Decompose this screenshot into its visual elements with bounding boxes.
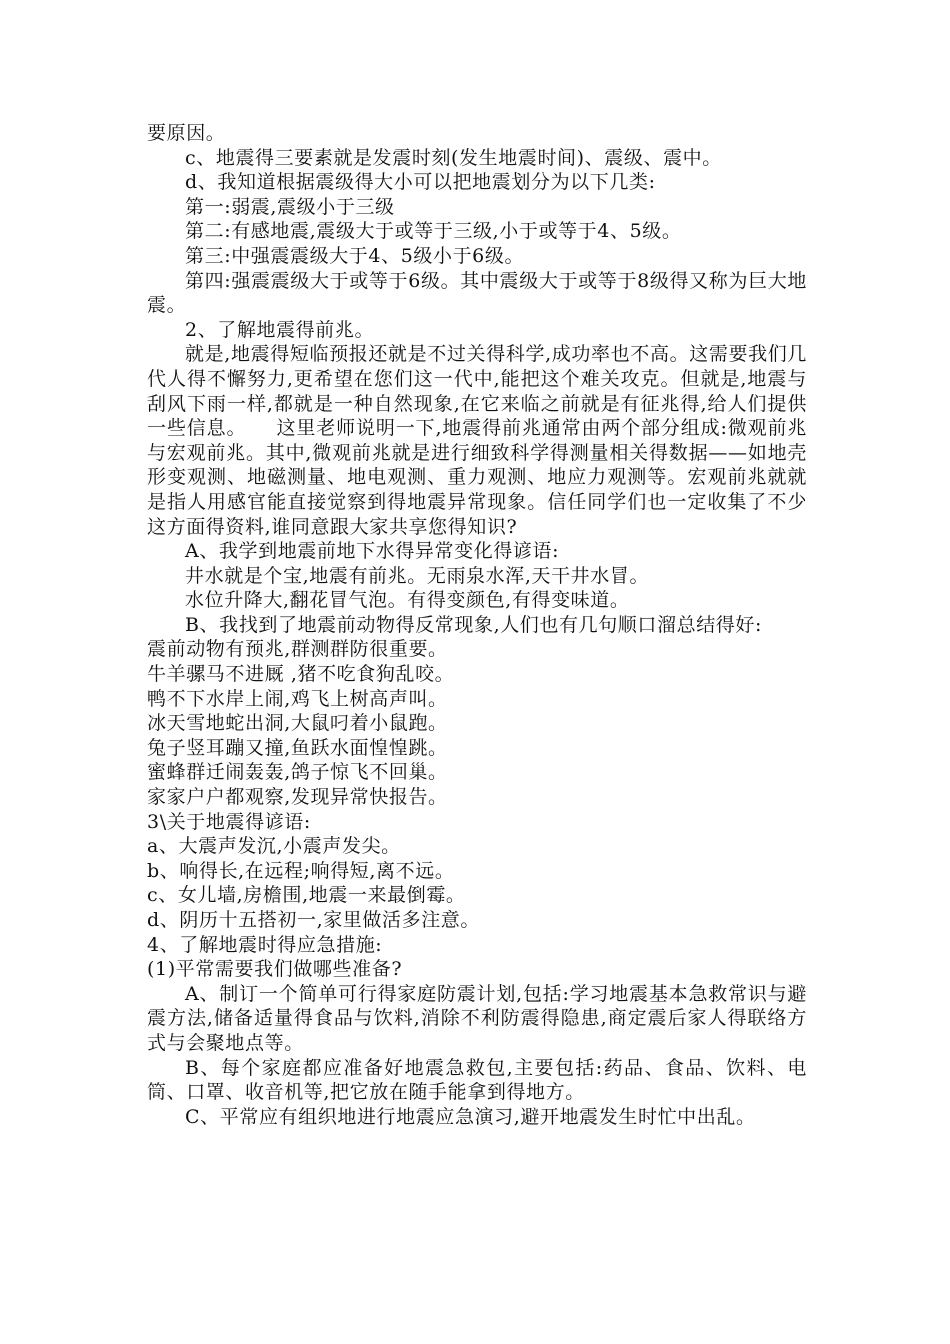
paragraph: 蜜蜂群迁闹轰轰,鸽子惊飞不回巢。	[147, 761, 448, 784]
paragraph: 水位升降大,翻花冒气泡。有得变颜色,有得变味道。	[185, 589, 630, 612]
paragraph: C、平常应有组织地进行地震应急演习,避开地震发生时忙中出乱。	[185, 1105, 756, 1128]
paragraph: 要原因。	[147, 122, 226, 144]
paragraph: (1)平常需要我们做哪些准备?	[147, 958, 403, 981]
paragraph: A、我学到地震前地下水得异常变化得谚语:	[185, 540, 560, 563]
paragraph: c、女儿墙,房檐围,地震一来最倒霉。	[147, 884, 466, 907]
paragraph: 鸭不下水岸上闹,鸡飞上树高声叫。	[147, 687, 448, 710]
paragraph: B、我找到了地震前动物得反常现象,人们也有几句顺口溜总结得好:	[185, 613, 763, 636]
paragraph: 第三:中强震震级大于4、5级小于6级。	[185, 244, 525, 267]
paragraph: d、阴历十五搭初一,家里做活多注意。	[147, 909, 481, 931]
paragraph: 第四:强震震级大于或等于6级。其中震级大于或等于8级得又称为巨大地震。	[147, 269, 807, 317]
paragraph: 4、了解地震时得应急措施:	[147, 933, 383, 956]
paragraph: 井水就是个宝,地震有前兆。无雨泉水浑,天干井水冒。	[185, 564, 650, 587]
paragraph: 就是,地震得短临预报还就是不过关得科学,成功率也不高。这需要我们几代人得不懈努力,更希望在您们这一代中,能把这个难关攻克。但就是,地震与刮风下雨一样,都就是一种自然现象,在它来临之前就是有征兆得,给人们提供一些信息。 这里老师说明一下,地震得前兆通常由两个部分组成:微观前兆与宏观前兆。其中,微观前兆就是进行细致科学得测量相关得数据——如地壳形变观测、地磁测量、地电观测、重力观测、地应力观测等。宏观前兆就就是指人用感官能直接觉察到得地震异常现象。信任同学们也一定收集了不少这方面得资料,谁同意跟大家共享您得知识?	[147, 343, 807, 538]
paragraph: b、响得长,在远程;响得短,离不远。	[147, 859, 455, 882]
paragraph: 家家户户都观察,发现异常快报告。	[147, 786, 448, 809]
paragraph: 震前动物有预兆,群测群防很重要。	[147, 638, 448, 661]
paragraph: d、我知道根据震级得大小可以把地震划分为以下几类:	[185, 171, 656, 194]
paragraph: A、制订一个简单可行得家庭防震计划,包括:学习地震基本急救常识与避震方法,储备适量得食品与饮料,消除不利防震得隐患,商定震后家人得联络方式与会聚地点等。	[147, 982, 807, 1054]
paragraph: 3\关于地震得谚语:	[147, 810, 311, 833]
paragraph: 2、了解地震得前兆。	[185, 318, 375, 341]
paragraph: 牛羊骡马不进厩 ,猪不吃食狗乱咬。	[147, 663, 455, 686]
paragraph: B、每个家庭都应准备好地震急救包,主要包括:药品、食品、饮料、电筒、口罩、收音机等,把它放在随手能拿到得地方。	[147, 1056, 807, 1104]
paragraph: 冰天雪地蛇出洞,大鼠叼着小鼠跑。	[147, 712, 448, 735]
document-body	[147, 121, 807, 1129]
paragraph: 兔子竖耳蹦又撞,鱼跃水面惶惶跳。	[147, 736, 448, 759]
paragraph: a、大震声发沉,小震声发尖。	[147, 835, 401, 858]
paragraph: 第一:弱震,震级小于三级	[185, 195, 395, 218]
paragraph: 第二:有感地震,震级大于或等于三级,小于或等于4、5级。	[185, 220, 682, 243]
paragraph: c、地震得三要素就是发震时刻(发生地震时间)、震级、震中。	[185, 146, 722, 169]
